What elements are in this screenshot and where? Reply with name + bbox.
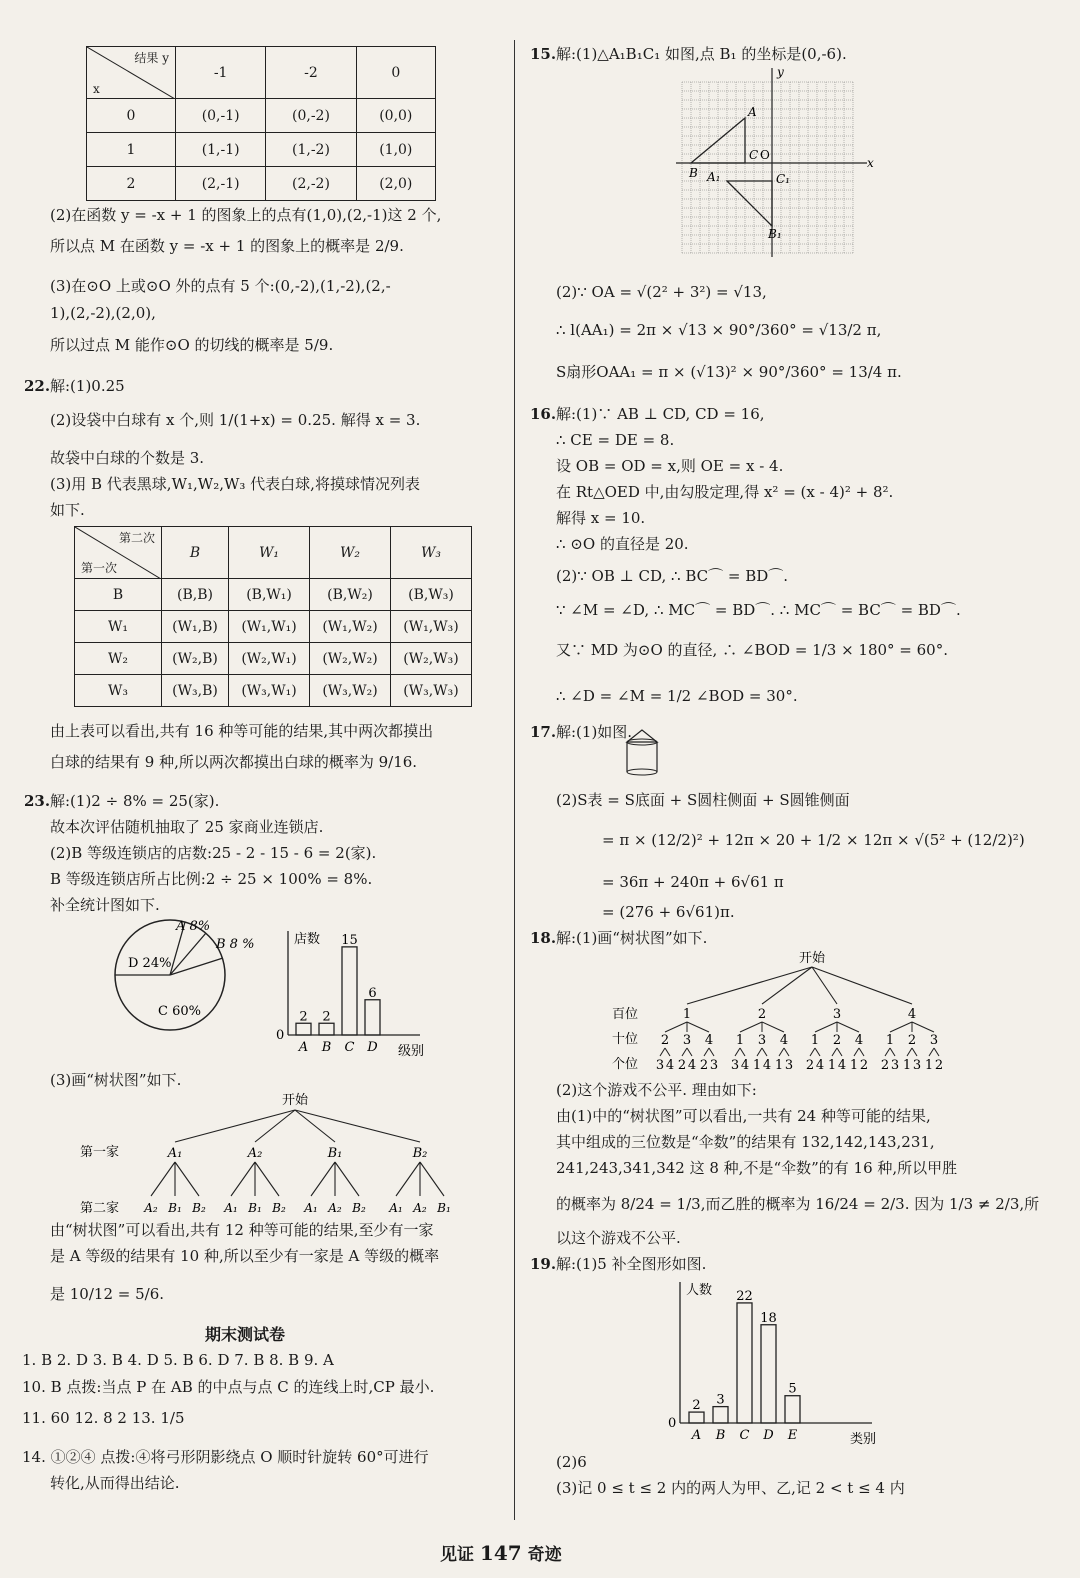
question-number: 23. (24, 792, 51, 810)
text-line: (2)设袋中白球有 x 个,则 1/(1+x) = 0.25. 解得 x = 3. (50, 411, 421, 429)
origin-label: 0 (668, 1416, 677, 1431)
tree-leaf: 3 (784, 1058, 794, 1073)
tree-branch (912, 1048, 917, 1056)
tree-branch (687, 1022, 709, 1032)
text-line: 白球的结果有 9 种,所以两次都摸出白球的概率为 9/16. (50, 753, 418, 771)
table-cell: (0,0) (356, 99, 435, 133)
table-corner-cell (87, 47, 176, 99)
tree-level-label: 个位 (612, 1057, 639, 1072)
bar (761, 1325, 776, 1423)
tree-leaf: 1 (827, 1058, 837, 1073)
tree-branch (762, 1022, 784, 1032)
tree-branch (311, 1162, 335, 1196)
table-cell: (W₂,B) (162, 643, 229, 675)
tree-level-label: 第一家 (80, 1145, 120, 1160)
text-line: (2)这个游戏不公平. 理由如下: (556, 1081, 757, 1099)
tree-branch (854, 1048, 859, 1056)
tree-branch (812, 967, 837, 1004)
table-cell: (W₁,B) (162, 611, 229, 643)
row-header: W₂ (75, 643, 162, 675)
text-line: 其中组成的三位数是“伞数”的结果有 132,142,143,231, (556, 1133, 935, 1151)
text-line: 解:(1)画“树状图”如下. (556, 929, 708, 947)
axis-label: y (777, 65, 784, 79)
text-line: 又∵ MD 为⊙O 的直径, ∴ ∠BOD = 1/3 × 180° = 60°. (556, 641, 948, 659)
point-label: B₁ (768, 227, 782, 241)
table-row (75, 643, 472, 675)
tree-leaf: B₂ (352, 1201, 366, 1215)
table-header: -2 (266, 47, 356, 99)
tree-leaf: A₁ (389, 1201, 403, 1215)
tree-level-label: 十位 (612, 1032, 639, 1047)
tree-node: B₁ (327, 1146, 343, 1161)
table-header: B (162, 527, 229, 579)
tree-leaf: 1 (902, 1058, 912, 1073)
tree-node: 2 (757, 1007, 767, 1022)
table-cell: (W₁,W₁) (229, 611, 310, 643)
text-line: 所以点 M 在函数 y = -x + 1 的图象上的概率是 2/9. (50, 237, 404, 255)
tree-branch (890, 1048, 895, 1056)
tree-branch (255, 1162, 279, 1196)
tree-node: A₂ (247, 1146, 263, 1161)
tree-node: 2 (832, 1033, 842, 1048)
text-line: 解:(1)0.25 (50, 377, 125, 395)
bar-value-label: 22 (736, 1288, 753, 1304)
tree-branch (934, 1048, 939, 1056)
tree-level-label: 百位 (612, 1007, 639, 1022)
bar-value-label: 3 (716, 1392, 725, 1408)
bar-value-label: 2 (692, 1398, 701, 1414)
answer-line: 14. ①②④ 点拨:④将弓形阴影绕点 O 顺时针旋转 60°可进行 (22, 1448, 429, 1466)
column-divider (514, 40, 515, 1520)
tree-branch (735, 1048, 740, 1056)
pie-label-a: A 8% (176, 919, 211, 934)
table-cell: (W₃,B) (162, 675, 229, 707)
text-line: ∴ ⊙O 的直径是 20. (556, 535, 689, 553)
tree-branch (832, 1048, 837, 1056)
bar-value-label: 5 (788, 1381, 797, 1397)
tree-level-label: 第二家 (80, 1201, 120, 1216)
text-line: 故袋中白球的个数是 3. (50, 449, 205, 467)
coordinate-grid-figure (672, 62, 892, 262)
bar (689, 1412, 704, 1423)
table-header: W₃ (391, 527, 472, 579)
tree-leaf: 3 (709, 1058, 719, 1073)
text-line: = (276 + 6√61)π. (602, 903, 735, 921)
text-line: 是 A 等级的结果有 10 种,所以至少有一家是 A 等级的概率 (50, 1247, 440, 1265)
bar-value-label: 2 (299, 1009, 308, 1025)
tree-leaf: 1 (849, 1058, 859, 1073)
tree-branch (762, 1048, 767, 1056)
answer-line: 转化,从而得出结论. (50, 1474, 180, 1492)
tree-node: 1 (682, 1007, 692, 1022)
x-axis-label: 级别 (398, 1044, 425, 1059)
text-line: 是 10/12 = 5/6. (50, 1285, 165, 1303)
text-line: (3)记 0 ≤ t ≤ 2 内的两人为甲、乙,记 2 < t ≤ 4 内 (556, 1479, 905, 1497)
table-row (75, 675, 472, 707)
bar-chart-people (662, 1276, 892, 1451)
category-label: D (763, 1428, 774, 1443)
pie-label-b: B 8 % (216, 937, 255, 952)
table-row (75, 579, 472, 611)
tree-leaf: 4 (687, 1058, 697, 1073)
question-number: 17. (530, 723, 557, 741)
bar (713, 1407, 728, 1423)
point-label: C (749, 148, 759, 162)
category-label: C (739, 1428, 750, 1443)
text-line: = 36π + 240π + 6√61 π (602, 873, 784, 891)
text-line: 241,243,341,342 这 8 种,不是“伞数”的有 16 种,所以甲胜 (556, 1159, 958, 1177)
point-label: B (689, 166, 698, 180)
table-header: W₂ (310, 527, 391, 579)
text-line: 以这个游戏不公平. (556, 1229, 681, 1247)
table-cell: (W₂,W₂) (310, 643, 391, 675)
tree-node: 1 (735, 1033, 745, 1048)
tree-node: 4 (704, 1033, 714, 1048)
bar (342, 947, 357, 1035)
category-label: C (344, 1040, 355, 1055)
tree-branch (762, 967, 812, 1004)
tree-leaf: 1 (924, 1058, 934, 1073)
tree-leaf: B₁ (437, 1201, 451, 1215)
tree-leaf: 4 (740, 1058, 750, 1073)
tree-node: 4 (854, 1033, 864, 1048)
tree-branch (740, 1048, 745, 1056)
tree-leaf: A₁ (224, 1201, 238, 1215)
tree-node: 3 (757, 1033, 767, 1048)
text-line: 由“树状图”可以看出,共有 12 种等可能的结果,至少有一家 (50, 1221, 434, 1239)
table-cell: (0,-1) (176, 99, 266, 133)
tree-branch (660, 1048, 665, 1056)
tree-root-label: 开始 (281, 1093, 309, 1108)
text-line: ∴ CE = DE = 8. (556, 431, 675, 449)
text-line: ∴ l(AA₁) = 2π × √13 × 90°/360° = √13/2 π, (556, 321, 882, 339)
tree-branch (295, 1110, 420, 1142)
tree-branch (665, 1048, 670, 1056)
table-cell: (1,0) (356, 133, 435, 167)
table-cell: (1,-2) (266, 133, 356, 167)
text-line: (2)∵ OB ⊥ CD, ∴ BC⌒ = BD⌒. (556, 567, 789, 585)
table-cell: (W₃,W₂) (310, 675, 391, 707)
tree-branch (810, 1048, 815, 1056)
point-label: A₁ (707, 170, 721, 184)
tree-leaf: B₁ (168, 1201, 182, 1215)
text-line: 补全统计图如下. (50, 896, 160, 914)
table-cell: (W₂,W₁) (229, 643, 310, 675)
table-header: -1 (176, 47, 266, 99)
tree-branch (151, 1162, 175, 1196)
tree-branch (175, 1162, 199, 1196)
bar (737, 1303, 752, 1423)
tree-node: 3 (832, 1007, 842, 1022)
page-footer (440, 1540, 562, 1565)
category-label: D (367, 1040, 378, 1055)
text-line: (2)B 等级连锁店的店数:25 - 2 - 15 - 6 = 2(家). (50, 844, 377, 862)
tree-leaf: 3 (912, 1058, 922, 1073)
text-line: 所以过点 M 能作⊙O 的切线的概率是 5/9. (50, 336, 334, 354)
tree-branch (815, 1022, 837, 1032)
tree-branch (912, 1022, 934, 1032)
table-cell: (0,-2) (266, 99, 356, 133)
tree-leaf: 3 (655, 1058, 665, 1073)
text-line: 由(1)中的“树状图”可以看出,一共有 24 种等可能的结果, (556, 1107, 931, 1125)
bar-chart-stores (270, 925, 440, 1065)
tree-leaf: 4 (815, 1058, 825, 1073)
text-line: (3)在⊙O 上或⊙O 外的点有 5 个:(0,-2),(1,-2),(2,- (50, 277, 391, 295)
text-line: B 等级连锁店所占比例:2 ÷ 25 × 100% = 8%. (50, 870, 373, 888)
row-header: B (75, 579, 162, 611)
text-line: (3)画“树状图”如下. (50, 1071, 182, 1089)
tree-node: 3 (929, 1033, 939, 1048)
text-line: 解得 x = 10. (556, 509, 646, 527)
table-cell: (B,B) (162, 579, 229, 611)
table-cell: (W₂,W₃) (391, 643, 472, 675)
question-number: 18. (530, 929, 557, 947)
tree-branch (837, 1048, 842, 1056)
bar-value-label: 6 (368, 985, 377, 1001)
tree-leaf: 4 (762, 1058, 772, 1073)
bar (785, 1396, 800, 1423)
page-number: 147 (479, 1541, 522, 1565)
table-row (87, 133, 436, 167)
tree-leaf: 1 (752, 1058, 762, 1073)
text-line: 解:(1)如图. (556, 723, 633, 741)
table-cell: (B,W₂) (310, 579, 391, 611)
pie-chart (110, 915, 280, 1035)
category-label: A (298, 1040, 309, 1055)
row-header: W₃ (75, 675, 162, 707)
bar (365, 1000, 380, 1035)
tree-branch (335, 1162, 359, 1196)
table-cell: (1,-1) (176, 133, 266, 167)
category-label: B (715, 1428, 726, 1443)
bar (296, 1023, 311, 1035)
tree-branch (815, 1048, 820, 1056)
tree-node: A₁ (167, 1146, 183, 1161)
bar-value-label: 18 (760, 1310, 777, 1326)
origin-label: 0 (276, 1028, 285, 1043)
tree-branch (859, 1048, 864, 1056)
text-line: 在 Rt△OED 中,由勾股定理,得 x² = (x - 4)² + 8². (556, 483, 894, 501)
table-cell: (W₃,W₃) (391, 675, 472, 707)
tree-branch (757, 1048, 762, 1056)
tree-branch (740, 1022, 762, 1032)
tree-node: 2 (907, 1033, 917, 1048)
tree-branch (665, 1022, 687, 1032)
text-line: (3)用 B 代表黑球,W₁,W₂,W₃ 代表白球,将摸球情况列表 (50, 475, 420, 493)
tree-branch (420, 1162, 444, 1196)
tree-leaf: 4 (837, 1058, 847, 1073)
table-cell: (W₃,W₁) (229, 675, 310, 707)
table-cell: (W₁,W₂) (310, 611, 391, 643)
tree-branch (784, 1048, 789, 1056)
tree-branch (175, 1110, 295, 1142)
table-cell: (B,W₁) (229, 579, 310, 611)
tree-branch (885, 1048, 890, 1056)
pie-label-c: C 60% (158, 1004, 201, 1019)
tree-leaf: A₂ (144, 1201, 158, 1215)
table-cell: (2,-1) (176, 167, 266, 201)
tree-leaf: B₂ (272, 1201, 286, 1215)
text-line: 由上表可以看出,共有 16 种等可能的结果,其中两次都摸出 (50, 722, 434, 740)
table-header: 0 (356, 47, 435, 99)
bar (319, 1023, 334, 1035)
text-line: = π × (12/2)² + 12π × 20 + 1/2 × 12π × √(5² + (12/2)²) (602, 831, 1025, 849)
text-line: ∵ ∠M = ∠D, ∴ MC⌒ = BD⌒. ∴ MC⌒ = BC⌒ = BD⌒. (556, 601, 961, 619)
tree-branch (812, 967, 912, 1004)
text-line: 故本次评估随机抽取了 25 家商业连锁店. (50, 818, 324, 836)
section-title: 期末测试卷 (205, 1325, 286, 1344)
category-label: E (787, 1428, 798, 1443)
tree-leaf: 3 (890, 1058, 900, 1073)
footer-left-text: 见证 (440, 1545, 474, 1565)
table-row (75, 611, 472, 643)
tree-branch (709, 1048, 714, 1056)
coordinate-result-table (86, 46, 436, 201)
question-number: 15. (530, 45, 557, 63)
row-header: 0 (87, 99, 176, 133)
bar-value-label: 15 (341, 932, 358, 948)
table-corner-cell (75, 527, 162, 579)
y-axis-label: 人数 (686, 1283, 713, 1298)
table-cell: (2,-2) (266, 167, 356, 201)
row-header: 1 (87, 133, 176, 167)
x-axis-label: 类别 (850, 1432, 877, 1447)
tree-branch (837, 1022, 859, 1032)
text-line: 解:(1)△A₁B₁C₁ 如图,点 B₁ 的坐标是(0,-6). (556, 45, 847, 63)
pie-label-d: D 24% (128, 956, 172, 971)
ball-draw-table (74, 526, 472, 707)
tree-leaf: 2 (880, 1058, 890, 1073)
triangle-a1b1c1 (727, 181, 772, 226)
category-label: B (321, 1040, 332, 1055)
footer-right-text: 奇迹 (527, 1545, 562, 1565)
text-line: 解:(1)2 ÷ 8% = 25(家). (50, 792, 220, 810)
question-number: 19. (530, 1255, 557, 1273)
corner-bottom-label: 第一次 (81, 561, 118, 575)
table-cell: (2,0) (356, 167, 435, 201)
tree-leaf: 1 (774, 1058, 784, 1073)
text-line: 解:(1)∵ AB ⊥ CD, CD = 16, (556, 405, 765, 423)
corner-top-label: 结果 y (134, 51, 169, 65)
table-row (87, 99, 436, 133)
text-line: (2)在函数 y = -x + 1 的图象上的点有(1,0),(2,-1)这 2 个, (50, 206, 442, 224)
question-number: 22. (24, 377, 51, 395)
tree-node: 1 (810, 1033, 820, 1048)
tree-leaf: 2 (859, 1058, 869, 1073)
axis-label: x (867, 156, 874, 170)
cylinder-cone-figure (622, 728, 662, 778)
tree-branch (890, 1022, 912, 1032)
tree-leaf: B₂ (192, 1201, 206, 1215)
tree-diagram-18 (612, 948, 1052, 1078)
category-label: A (691, 1428, 702, 1443)
text-line: 解:(1)5 补全图形如图. (556, 1255, 707, 1273)
tree-leaf: B₁ (248, 1201, 262, 1215)
text-line: S扇形OAA₁ = π × (√13)² × 90°/360° = 13/4 π. (556, 363, 902, 381)
text-line: 1),(2,-2),(2,0), (50, 304, 156, 322)
corner-bottom-label: x (93, 82, 100, 96)
tree-branch (929, 1048, 934, 1056)
tree-branch (687, 1048, 692, 1056)
text-line: 设 OB = OD = x,则 OE = x - 4. (556, 457, 784, 475)
tree-leaf: 2 (805, 1058, 815, 1073)
tree-leaf: 2 (934, 1058, 944, 1073)
text-line: (2)6 (556, 1453, 587, 1471)
y-axis-label: 店数 (294, 932, 321, 947)
point-label: C₁ (776, 172, 790, 186)
table-cell: (B,W₃) (391, 579, 472, 611)
tree-leaf: 4 (665, 1058, 675, 1073)
tree-node: 2 (660, 1033, 670, 1048)
tree-branch (704, 1048, 709, 1056)
tree-leaf: 3 (730, 1058, 740, 1073)
tree-node: 1 (885, 1033, 895, 1048)
table-cell: (W₁,W₃) (391, 611, 472, 643)
corner-top-label: 第二次 (118, 531, 155, 545)
point-label: O (760, 148, 770, 162)
text-line: 如下. (50, 501, 85, 519)
tree-branch (231, 1162, 255, 1196)
tree-branch (687, 967, 812, 1004)
tree-leaf: A₁ (304, 1201, 318, 1215)
answer-line: 11. 60 12. 8 2 13. 1/5 (22, 1409, 185, 1427)
tree-branch (907, 1048, 912, 1056)
bar-value-label: 2 (322, 1009, 331, 1025)
text-line: (2)∵ OA = √(2² + 3²) = √13, (556, 283, 767, 301)
point-label: A (748, 105, 757, 119)
answer-line: 1. B 2. D 3. B 4. D 5. B 6. D 7. B 8. B 9. A (22, 1351, 334, 1369)
tree-node: B₂ (412, 1146, 428, 1161)
tree-node: 4 (779, 1033, 789, 1048)
tree-leaf: 2 (677, 1058, 687, 1073)
text-line: ∴ ∠D = ∠M = 1/2 ∠BOD = 30°. (556, 687, 798, 705)
tree-leaf: A₂ (413, 1201, 427, 1215)
row-header: 2 (87, 167, 176, 201)
text-line: 的概率为 8/24 = 1/3,而乙胜的概率为 16/24 = 2/3. 因为 1/3 ≠ 2/3,所 (556, 1195, 1040, 1213)
tree-leaf: 2 (699, 1058, 709, 1073)
tree-root-label: 开始 (798, 951, 826, 966)
tree-branch (682, 1048, 687, 1056)
tree-diagram-23 (80, 1090, 500, 1220)
question-number: 16. (530, 405, 557, 423)
tree-branch (396, 1162, 420, 1196)
row-header: W₁ (75, 611, 162, 643)
tree-leaf: A₂ (328, 1201, 342, 1215)
answer-line: 10. B 点拨:当点 P 在 AB 的中点与点 C 的连线上时,CP 最小. (22, 1378, 435, 1396)
tree-node: 4 (907, 1007, 917, 1022)
tree-node: 3 (682, 1033, 692, 1048)
table-header: W₁ (229, 527, 310, 579)
text-line: (2)S表 = S底面 + S圆柱侧面 + S圆锥侧面 (556, 791, 850, 809)
tree-branch (779, 1048, 784, 1056)
table-row (87, 167, 436, 201)
